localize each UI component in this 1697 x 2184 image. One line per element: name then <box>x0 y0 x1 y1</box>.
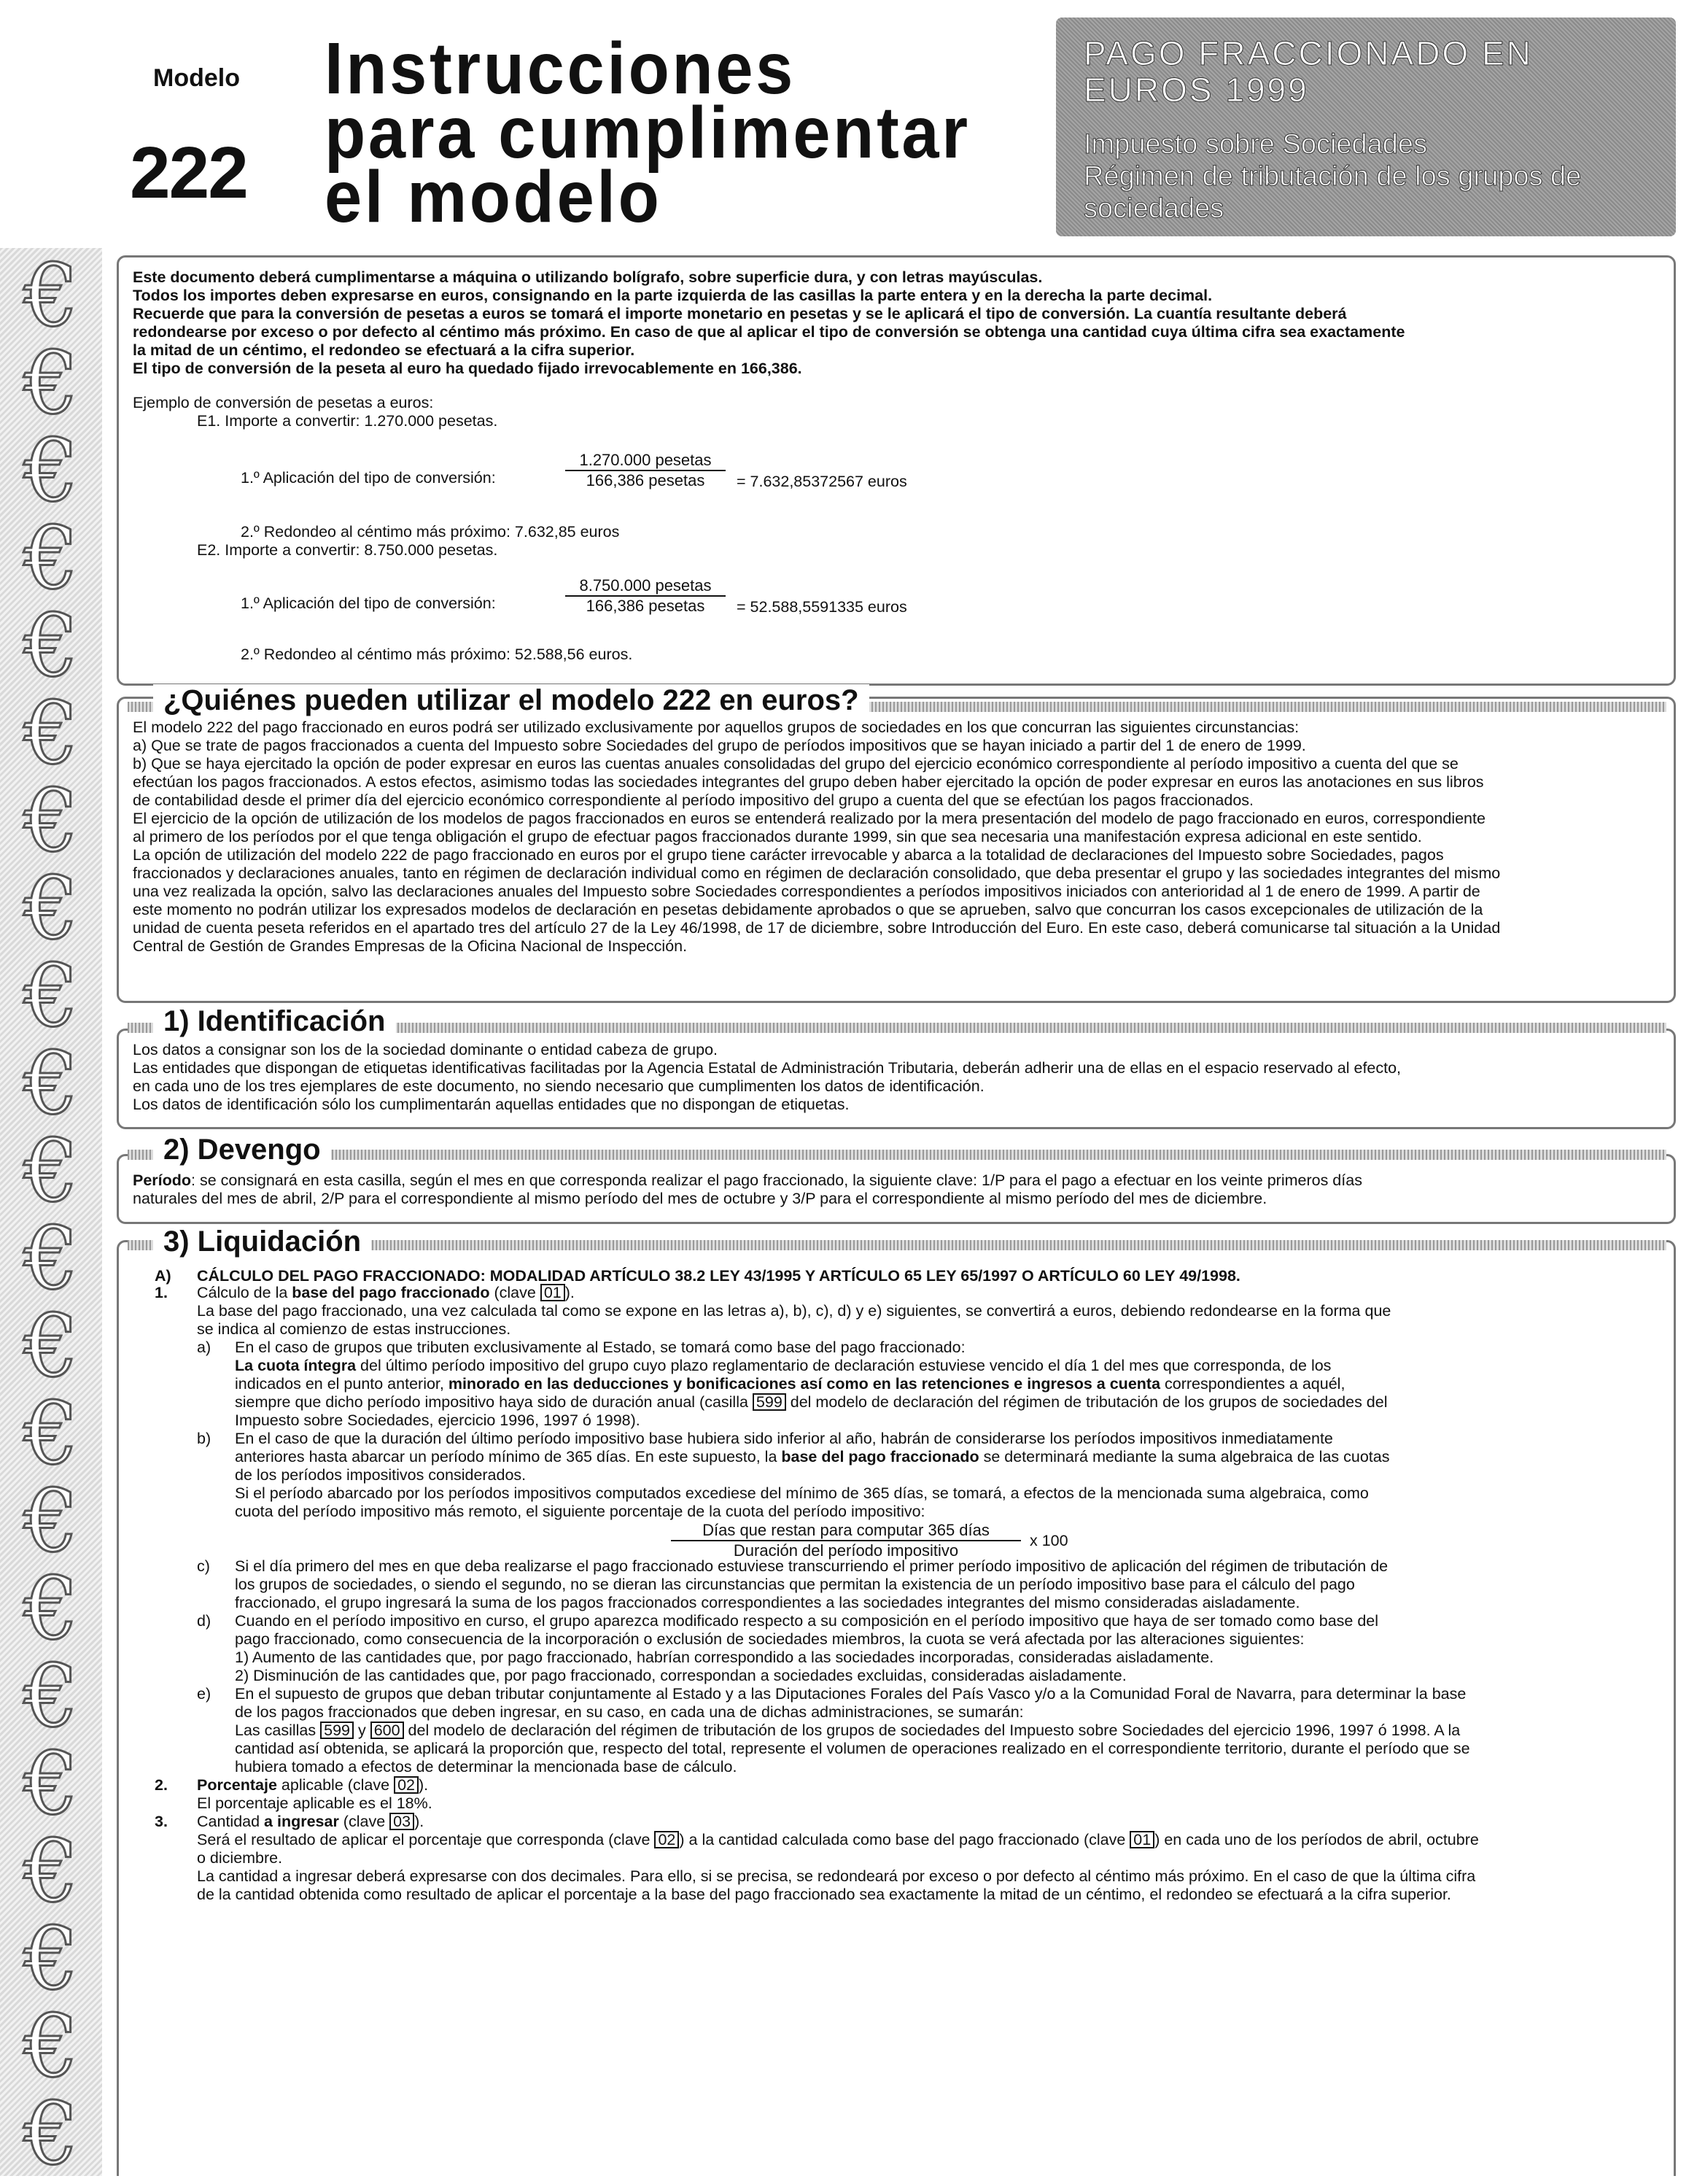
calc-heading: CÁLCULO DEL PAGO FRACCIONADO: MODALIDAD ARTÍCULO 38.2 LEY 43/1995 Y ARTÍCULO 65 LEY 65/1997 O ARTÍCULO 60 LEY 49/1998. <box>197 1267 1240 1285</box>
text: aplicable (clave <box>276 1776 395 1794</box>
example-step: 2.º Redondeo al céntimo más próximo: 7.632,85 euros <box>241 523 620 541</box>
text-line: o diciembre. <box>197 1849 283 1867</box>
euro-icon: € <box>23 1208 79 1309</box>
item-label: b) <box>197 1430 211 1447</box>
text: Cálculo de la <box>197 1284 292 1301</box>
text-line: En el caso de que la duración del último período impositivo base hubiera sido inferior al año, habrán de considerarse los períodos impositivos inmediatamente <box>235 1430 1333 1447</box>
text-line <box>197 1813 424 1831</box>
text-line: 2) Disminución de las cantidades que, por pago fraccionado, correspondan a sociedades excluidas, consideradas aisladamente. <box>235 1667 1127 1684</box>
periodo-label: Período <box>133 1172 192 1189</box>
text: Las casillas <box>235 1722 321 1739</box>
text-line: Si el día primero del mes en que deba realizarse el pago fraccionado estuviese transcurriendo el primer período impositivo de aplicación del régimen de tributación de <box>235 1557 1389 1575</box>
clave-box: 02 <box>394 1776 419 1794</box>
text: (clave <box>338 1813 390 1830</box>
clave-box: 03 <box>389 1813 414 1830</box>
header-banner <box>1056 18 1676 236</box>
banner-line: Impuesto sobre Sociedades <box>1084 129 1428 160</box>
text-line <box>235 1393 1388 1412</box>
clave-box: 599 <box>753 1393 786 1411</box>
text-line: cuota del período impositivo más remoto, el siguiente porcentaje de la cuota del período impositivo: <box>235 1503 925 1520</box>
text-bold: minorado en las deducciones y bonificaciones así como en las retenciones e ingresos a cuenta <box>448 1375 1161 1393</box>
example-title: Ejemplo de conversión de pesetas a euros: <box>133 394 434 411</box>
section-title: 3) Liquidación <box>153 1225 371 1258</box>
page-title <box>325 28 971 238</box>
euro-icon: € <box>23 1383 79 1484</box>
item-label: A) <box>155 1267 171 1285</box>
text: del último período impositivo del grupo cuyo plazo reglamentario de declaración estuviese vencido el día 1 del mes que corresponda, de los <box>356 1357 1332 1374</box>
section-title: 2) Devengo <box>153 1134 331 1166</box>
clave-box: 01 <box>540 1284 565 1301</box>
title-line: el modelo <box>325 156 662 238</box>
text-line: al primero de los períodos por el que tenga obligación el grupo de efectuar pagos fraccionados durante 1999, sin que sea necesaria una manifestación expresa adicional en este sentido. <box>133 828 1422 845</box>
text-line <box>197 1831 1479 1849</box>
fraction-denominator: 166,386 pesetas <box>586 471 705 489</box>
text: se determinará mediante la suma algebraica de las cuotas <box>979 1448 1390 1465</box>
text-line <box>197 1776 428 1794</box>
euro-icon: € <box>23 1821 79 1921</box>
title-line: Instrucciones <box>325 28 796 109</box>
banner-line: sociedades <box>1084 193 1224 224</box>
fraction-numerator: 1.270.000 pesetas <box>565 451 726 471</box>
item-label: 1. <box>155 1284 168 1301</box>
text: (clave <box>489 1284 540 1301</box>
text-line: El porcentaje aplicable es el 18%. <box>197 1794 432 1812</box>
text: del modelo de declaración del régimen de tributación de los grupos de sociedades del Impuesto sobre Sociedades del ejercicio 1996, 1997 ó 1998. A la <box>403 1722 1461 1739</box>
title-line: para cumplimentar <box>325 92 971 174</box>
text-line: efectúan los pagos fraccionados. A estos efectos, asimismo todas las sociedades integrantes del grupo deben haber ejercitado la opción de poder expresar en euros las anotaciones en sus libros <box>133 773 1484 791</box>
modelo-number: 222 <box>130 132 247 214</box>
text-line: Los datos a consignar son los de la sociedad dominante o entidad cabeza de grupo. <box>133 1041 718 1058</box>
text: del modelo de declaración del régimen de tributación de los grupos de sociedades del <box>785 1393 1388 1411</box>
euro-icon: € <box>23 1120 79 1221</box>
text: ) a la cantidad calculada como base del pago fraccionado (clave <box>679 1831 1130 1848</box>
item-label: 3. <box>155 1813 168 1830</box>
text-line: En el caso de grupos que tributen exclusivamente al Estado, se tomará como base del pago fraccionado: <box>235 1339 966 1356</box>
text: y <box>353 1722 370 1739</box>
text-line: La base del pago fraccionado, una vez calculada tal como se expone en las letras a), b), c), d) y e) siguientes, se convertirá a euros, debiendo redondearse en la forma que <box>197 1302 1391 1320</box>
text: siempre que dicho período impositivo haya sido de duración anual (casilla <box>235 1393 753 1411</box>
text-line: La opción de utilización del modelo 222 de pago fraccionado en euros por el grupo tiene carácter irrevocable y abarca a la totalidad de declaraciones del Impuesto sobre Sociedades, pagos <box>133 846 1444 864</box>
text: anteriores hasta abarcar un período mínimo de 365 días. En este supuesto, la <box>235 1448 782 1465</box>
text: Será el resultado de aplicar el porcentaje que corresponda (clave <box>197 1831 655 1848</box>
fraction-numerator: Días que restan para computar 365 días <box>671 1521 1021 1541</box>
text-line: Las entidades que dispongan de etiquetas identificativas facilitadas por la Agencia Estatal de Administración Tributaria, deberán adherir una de ellas en el espacio reservado al efecto, <box>133 1059 1402 1077</box>
conversion-result: = 52.588,5591335 euros <box>737 598 907 616</box>
text-line: en cada uno de los tres ejemplares de este documento, no siendo necesario que cumplimenten los datos de identificación. <box>133 1077 985 1095</box>
text-bold: base del pago fraccionado <box>781 1448 979 1465</box>
euro-icon: € <box>23 945 79 1046</box>
text-bold: La cuota íntegra <box>235 1357 357 1374</box>
item-label: 2. <box>155 1776 168 1794</box>
text-line: Impuesto sobre Sociedades, ejercicio 1996, 1997 ó 1998). <box>235 1412 640 1429</box>
euro-icon: € <box>23 1646 79 1746</box>
text: Cantidad <box>197 1813 265 1830</box>
text-line: los grupos de sociedades, o siendo el segundo, no se dieran las circunstancias que permitan la existencia de un período impositivo base para el cálculo del pago <box>235 1576 1355 1593</box>
text: ). <box>564 1284 575 1301</box>
text-line: El ejercicio de la opción de utilización de los modelos de pagos fraccionados en euros se entenderá realizado por la mera presentación del modelo de pago fraccionado en euros, correspondiente <box>133 810 1486 827</box>
example-item: E2. Importe a convertir: 8.750.000 pesetas. <box>197 541 498 559</box>
section-title: 1) Identificación <box>153 1005 396 1038</box>
clave-box: 01 <box>1130 1831 1154 1848</box>
example-step: 1.º Aplicación del tipo de conversión: <box>241 469 496 487</box>
fraction-numerator: 8.750.000 pesetas <box>565 576 726 597</box>
text-line: El modelo 222 del pago fraccionado en euros podrá ser utilizado exclusivamente por aquellos grupos de sociedades en los que concurran las siguientes circunstancias: <box>133 719 1300 736</box>
euro-icon: € <box>23 858 79 959</box>
item-label: a) <box>197 1339 211 1356</box>
section-rule <box>128 1150 1666 1160</box>
clave-box: 600 <box>370 1722 404 1739</box>
intro-paragraph: la mitad de un céntimo, el redondeo se efectuará a la cifra superior. <box>133 341 635 359</box>
modelo-label: Modelo <box>153 64 240 92</box>
text-bold: a ingresar <box>264 1813 339 1830</box>
text-line: Si el período abarcado por los períodos impositivos computados excediese del mínimo de 365 días, se tomará, a efectos de la mencionada suma algebraica, como <box>235 1484 1369 1502</box>
section-title: ¿Quiénes pueden utilizar el modelo 222 en euros? <box>153 684 869 717</box>
fraction-denominator: 166,386 pesetas <box>586 597 705 615</box>
clave-box: 599 <box>320 1722 354 1739</box>
text-line: de la cantidad obtenida como resultado de aplicar el porcentaje a la base del pago fraccionado sea exactamente la mitad de un céntimo, el redondeo se efectuará a la cifra superior. <box>197 1886 1451 1903</box>
percentage-fraction <box>671 1521 1021 1560</box>
conversion-fraction <box>565 576 726 616</box>
item-label: c) <box>197 1557 210 1575</box>
banner-line: Régimen de tributación de los grupos de <box>1084 161 1582 192</box>
clave-box: 02 <box>654 1831 679 1848</box>
banner-line: PAGO FRACCIONADO EN <box>1084 34 1533 72</box>
conversion-fraction <box>565 451 726 490</box>
text-line: En el supuesto de grupos que deban tributar conjuntamente al Estado y a las Diputaciones Forales del País Vasco y/o a la Comunidad Foral de Navarra, para determinar la base <box>235 1685 1467 1703</box>
fraction-multiplier: x 100 <box>1030 1532 1068 1549</box>
euro-icon: € <box>23 1908 79 2009</box>
text-line: de contabilidad desde el primer día del ejercicio económico correspondiente al período impositivo del grupo a cuenta del que se efectúan los pagos fraccionados. <box>133 791 1254 809</box>
euro-icon: € <box>23 1733 79 1834</box>
text-line: unidad de cuenta peseta referidos en el apartado tres del artículo 27 de la Ley 46/1998, de 17 de diciembre, sobre Introducción del Euro. En este caso, deberá comunicarse tal situación a la Unidad <box>133 919 1501 937</box>
euro-icon: € <box>23 1996 79 2096</box>
text-line: a) Que se trate de pagos fraccionados a cuenta del Impuesto sobre Sociedades del grupo de períodos impositivos que se hayan iniciado a partir del 1 de enero de 1999. <box>133 737 1306 754</box>
intro-paragraph: El tipo de conversión de la peseta al euro ha quedado fijado irrevocablemente en 166,386. <box>133 360 802 377</box>
text-line: se indica al comienzo de estas instrucciones. <box>197 1320 511 1338</box>
conversion-result: = 7.632,85372567 euros <box>737 473 907 490</box>
text-line: de los pagos fraccionados que deben ingresar, en su caso, en cada una de dichas administraciones, se sumarán: <box>235 1703 1024 1721</box>
text-line: Cuando en el período impositivo en curso, el grupo aparezca modificado respecto a su composición en el período impositivo que haya de ser tomado como base del <box>235 1612 1379 1630</box>
base-line <box>197 1284 575 1302</box>
text-line: Los datos de identificación sólo los cumplimentarán aquellas entidades que no dispongan de etiquetas. <box>133 1096 850 1113</box>
example-step: 1.º Aplicación del tipo de conversión: <box>241 595 496 612</box>
intro-paragraph: redondearse por exceso o por defecto al céntimo más próximo. En caso de que al aplicar el tipo de conversión se obtenga una cantidad cuya última cifra sea exactamente <box>133 323 1405 341</box>
euro-icon: € <box>23 333 79 433</box>
text-line: fraccionados y declaraciones anuales, tanto en régimen de declaración individual como en régimen de declaración consolidado, que deba presentar el grupo y las sociedades integrantes del mismo <box>133 864 1501 882</box>
euro-icon: € <box>23 1471 79 1571</box>
text: ) en cada uno de los períodos de abril, octubre <box>1154 1831 1479 1848</box>
text: ). <box>414 1813 424 1830</box>
euro-icon: € <box>23 595 79 696</box>
euro-icon: € <box>23 245 79 346</box>
text-line: b) Que se haya ejercitado la opción de poder expresar en euros las cuentas anuales consolidadas del grupo del ejercicio económico correspondiente al período impositivo a cuenta del que se <box>133 755 1459 772</box>
devengo-text: : se consignará en esta casilla, según el mes en que corresponda realizar el pago fraccionado, la siguiente clave: 1/P para el pago a efectuar en los veinte primeros días <box>191 1172 1362 1189</box>
banner-line: EUROS 1999 <box>1084 71 1309 109</box>
text-line: este momento no podrán utilizar los expresados modelos de declaración en pesetas debidamente aprobados o que se aprueben, salvo que concurran los casos excepcionales de utilización de la <box>133 901 1483 918</box>
devengo-line: naturales del mes de abril, 2/P para el correspondiente al mismo período del mes de octubre y 3/P para el correspondiente al mismo período del mes de diciembre. <box>133 1190 1267 1207</box>
euro-icon: € <box>23 508 79 608</box>
euro-icon: € <box>23 1296 79 1396</box>
text-line: pago fraccionado, como consecuencia de la incorporación o exclusión de sociedades miembros, la cuota se verá afectada por las alteraciones siguientes: <box>235 1630 1305 1648</box>
item-label: d) <box>197 1612 211 1630</box>
text-bold: Porcentaje <box>197 1776 277 1794</box>
example-step: 2.º Redondeo al céntimo más próximo: 52.588,56 euros. <box>241 646 633 663</box>
text-line <box>235 1722 1460 1740</box>
text-line: una vez realizada la opción, salvo las declaraciones anuales del Impuesto sobre Sociedades correspondientes a períodos impositivos iniciados con anterioridad al 1 de enero de 1999. A partir de <box>133 883 1480 900</box>
euro-icon: € <box>23 2083 79 2184</box>
example-item: E1. Importe a convertir: 1.270.000 pesetas. <box>197 412 498 430</box>
item-label: e) <box>197 1685 211 1703</box>
intro-paragraph: Este documento deberá cumplimentarse a máquina o utilizando bolígrafo, sobre superficie dura, y con letras mayúsculas. <box>133 268 1043 286</box>
text: indicados en el punto anterior, <box>235 1375 448 1393</box>
text-line: de los períodos impositivos considerados. <box>235 1466 527 1484</box>
euro-icon: € <box>23 770 79 871</box>
text-line: cantidad así obtenida, se aplicará la proporción que, respecto del total, represente el volumen de operaciones realizado en el correspondiente territorio, durante el período que se <box>235 1740 1470 1757</box>
euro-icon: € <box>23 1558 79 1659</box>
euro-icon: € <box>23 1033 79 1134</box>
euro-icon: € <box>23 420 79 521</box>
text-line: 1) Aumento de las cantidades que, por pago fraccionado, habrían correspondido a las sociedades incorporadas, consideradas aisladamente. <box>235 1649 1214 1666</box>
devengo-line <box>133 1172 1362 1190</box>
text: ). <box>419 1776 429 1794</box>
text-line: hubiera tomado a efectos de determinar la mencionada base de cálculo. <box>235 1758 737 1776</box>
fraction-denominator: Duración del período impositivo <box>733 1541 959 1560</box>
text-line: La cantidad a ingresar deberá expresarse con dos decimales. Para ello, si se precisa, se redondeará por exceso o por defecto al céntimo más próximo. En el caso de que la última cifra <box>197 1867 1476 1885</box>
text-line: fraccionado, el grupo ingresará la suma de los pagos fraccionados correspondientes a las sociedades integrantes del mismo consideradas aisladamente. <box>235 1594 1300 1611</box>
intro-paragraph: Recuerde que para la conversión de pesetas a euros se tomará el importe monetario en pesetas y se le aplicará el tipo de conversión. La cuantía resultante deberá <box>133 305 1347 322</box>
euro-icon: € <box>23 683 79 783</box>
text-bold: base del pago fraccionado <box>292 1284 490 1301</box>
text-line: Central de Gestión de Grandes Empresas de la Oficina Nacional de Inspección. <box>133 937 688 955</box>
text-line <box>235 1357 1331 1375</box>
text: correspondientes a aquél, <box>1160 1375 1345 1393</box>
text-line <box>235 1448 1390 1466</box>
intro-paragraph: Todos los importes deben expresarse en euros, consignando en la parte izquierda de las casillas la parte entera y en la derecha la parte decimal. <box>133 287 1213 304</box>
text-line <box>235 1375 1345 1393</box>
